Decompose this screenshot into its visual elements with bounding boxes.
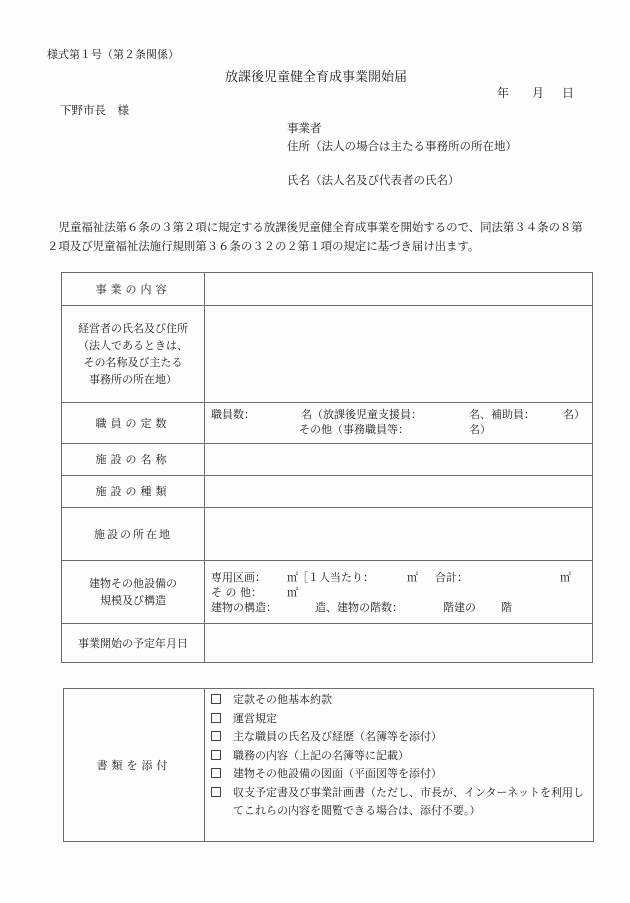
attachment-text: 収支予定書及び事業計画書（ただし、市長が、インターネットを利用し [233,785,585,799]
structure-line [211,600,592,615]
attachment-text: 運営規定 [233,711,277,725]
row-label-start-date: 事業開始の予定年月日 [62,624,205,663]
body-text: 児童福祉法第６条の３第２項に規定する放課後児童健全育成事業を開始するので、同法第３４条の８第２項及び児童福祉法施行規則第３６条の３２の２第１項の規定に基づき届け出ます。 [47,220,583,253]
checkbox[interactable] [211,768,221,778]
attachment-text: 定款その他基本約款 [233,693,332,706]
facility-name-field[interactable] [205,444,593,476]
attachment-item [211,691,593,710]
table-row [64,689,594,842]
row-label-operator [62,306,205,403]
per-person-label: ［１人当たり： [297,570,374,584]
attachment-item [211,784,593,803]
floor-unit: 階 [501,600,512,614]
business-info-table [61,272,593,663]
other-staff-label: その他（事務職員等： [299,423,409,436]
floors-label: 造、建物の階数： [315,600,403,614]
building-field[interactable] [205,561,593,624]
sqm-unit: ㎡ [407,570,418,584]
staff-count-label: 職員数： [211,408,255,421]
table-row [62,508,593,561]
row-label-facility-type: 施設の種類 [62,476,205,508]
label-line: 経営者の氏名及び住所 [78,322,188,335]
checkbox[interactable] [211,713,221,723]
staff-count-line [211,407,592,422]
sqm-unit: ㎡ [560,570,571,584]
structure-label: 建物の構造： [211,600,277,614]
attachment-item [211,765,593,784]
attachment-text: 主な職員の氏名及び経歴（名簿等を添付） [233,730,442,743]
label-line: 建物その他設備の [89,577,177,590]
date-year-label: 年 [497,86,510,100]
attachments-label: 書類を添付 [64,689,205,842]
date-line [497,84,574,101]
table-row [62,561,593,624]
attachment-text: 建物その他設備の図面（平面図等を添付） [233,767,442,780]
attachment-text: 職務の内容（上記の名簿等に記載） [233,748,409,762]
row-label-facility-location: 施設の所在地 [62,508,205,561]
document-title: 放課後児童健全育成事業開始届 [225,70,408,85]
other-area-line [211,585,592,600]
row-label-business-content: 事業の内容 [62,273,205,306]
checkbox[interactable] [211,750,221,760]
applicant-name-label: 氏名（法人名及び代表者の氏名） [287,173,460,187]
attachment-item [211,710,593,729]
date-day-label: 日 [562,86,575,100]
attachment-item [211,747,593,766]
sqm-unit: ㎡ [287,585,298,599]
checkbox[interactable] [211,731,221,741]
staff-quota-field[interactable] [205,403,593,444]
table-row [62,273,593,306]
table-row [62,444,593,476]
floors-unit: 階建の [443,600,476,614]
business-content-field[interactable] [205,273,593,306]
support-staff-label: 名（放課後児童支援員： [301,408,422,421]
attachments-table [63,688,594,842]
other-area-label: そ の 他： [211,585,262,599]
checkbox[interactable] [211,694,221,704]
label-line: 事務所の所在地） [89,373,177,386]
other-close: 名） [469,423,491,436]
addressee: 下野市長 様 [60,103,129,117]
facility-type-field[interactable] [205,476,593,508]
checkbox[interactable] [211,787,221,797]
attachments-list [205,689,594,842]
exclusive-area-label: 専用区画： [211,570,266,584]
table-row [62,306,593,403]
attachment-item-continuation: てこれらの内容を閲覧できる場合は、添付不要。） [233,804,481,817]
applicant-address-label: 住所（法人の場合は主たる事務所の所在地） [287,139,517,153]
other-staff-line [211,422,592,437]
table-row [62,476,593,508]
facility-location-field[interactable] [205,508,593,561]
applicant-heading: 事業者 [287,121,322,135]
label-line: 規模及び構造 [100,594,166,607]
table-row [62,403,593,444]
row-label-facility-name: 施設の名称 [62,444,205,476]
row-label-building [62,561,205,624]
operator-field[interactable] [205,306,593,403]
label-line: （法人であるときは、 [78,339,188,352]
start-date-field[interactable] [205,624,593,663]
form-number: 様式第１号（第２条関係） [47,48,179,61]
table-row [62,624,593,663]
sqm-unit: ㎡ [287,570,298,584]
name-close: 名） [563,408,585,421]
row-label-staff-quota: 職員の定数 [62,403,205,444]
date-month-label: 月 [532,86,545,100]
area-line [211,570,592,585]
total-label: 合計： [435,570,468,584]
assistant-label: 名、補助員： [469,408,535,421]
label-line: その名称及び主たる [83,356,183,369]
attachment-item [211,728,593,747]
